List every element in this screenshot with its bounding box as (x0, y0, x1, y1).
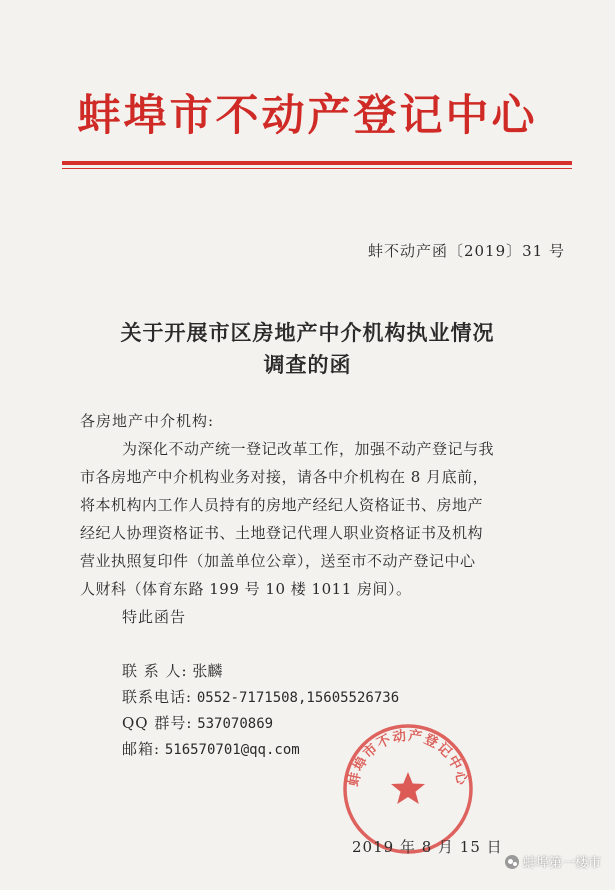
document-title-line-1: 关于开展市区房地产中介机构执业情况 (120, 320, 495, 345)
contact-phone-row (122, 686, 399, 707)
body-line: 为深化不动产统一登记改革工作，加强不动产登记与我 (122, 440, 495, 458)
contact-person-row (122, 660, 222, 681)
wechat-icon (505, 855, 519, 869)
body-line: 经纪人协理资格证书、土地登记代理人职业资格证书及机构 (80, 524, 484, 542)
document-number: 蚌不动产函〔2019〕31 号 (367, 242, 565, 260)
body-line: 将本机构内工作人员持有的房地产经纪人资格证书、房地产 (80, 496, 484, 514)
contact-person-label: 联 系 人: (122, 662, 188, 680)
letterhead-rule-thick (62, 161, 572, 165)
letterhead-title: 蚌埠市不动产登记中心 (77, 91, 538, 141)
body-line: 市各房地产中介机构业务对接，请各中介机构在 8 月底前， (80, 468, 489, 486)
contact-qq-row (122, 712, 273, 733)
star-icon (391, 772, 425, 804)
watermark (505, 852, 601, 871)
contact-qq-value: 537070869 (197, 716, 274, 732)
contact-phone-label: 联系电话: (122, 688, 193, 706)
contact-email-label: 邮箱: (122, 740, 161, 758)
contact-email-row (122, 738, 300, 759)
contact-person-value: 张麟 (192, 662, 223, 680)
document-title-line-2: 调查的函 (263, 352, 352, 377)
letterhead-rule-thin (62, 168, 572, 169)
contact-qq-label: QQ 群号: (122, 714, 193, 732)
contact-phone-value: 0552-7171508,15605526736 (196, 690, 400, 706)
body-line: 人财科（体育东路 199 号 10 楼 1011 房间）。 (80, 580, 412, 598)
seal-text: 蚌埠市不动产登记中心 (345, 727, 471, 788)
document-date: 2019 年 8 月 15 日 (352, 838, 503, 856)
closing-text: 特此函告 (122, 608, 187, 626)
contact-email-value: 516570701@qq.com (164, 742, 300, 758)
watermark-text: 蚌埠第一楼市 (522, 856, 601, 871)
body-line: 营业执照复印件（加盖单位公章），送至市不动产登记中心 (80, 552, 476, 570)
salutation: 各房地产中介机构: (80, 412, 215, 430)
